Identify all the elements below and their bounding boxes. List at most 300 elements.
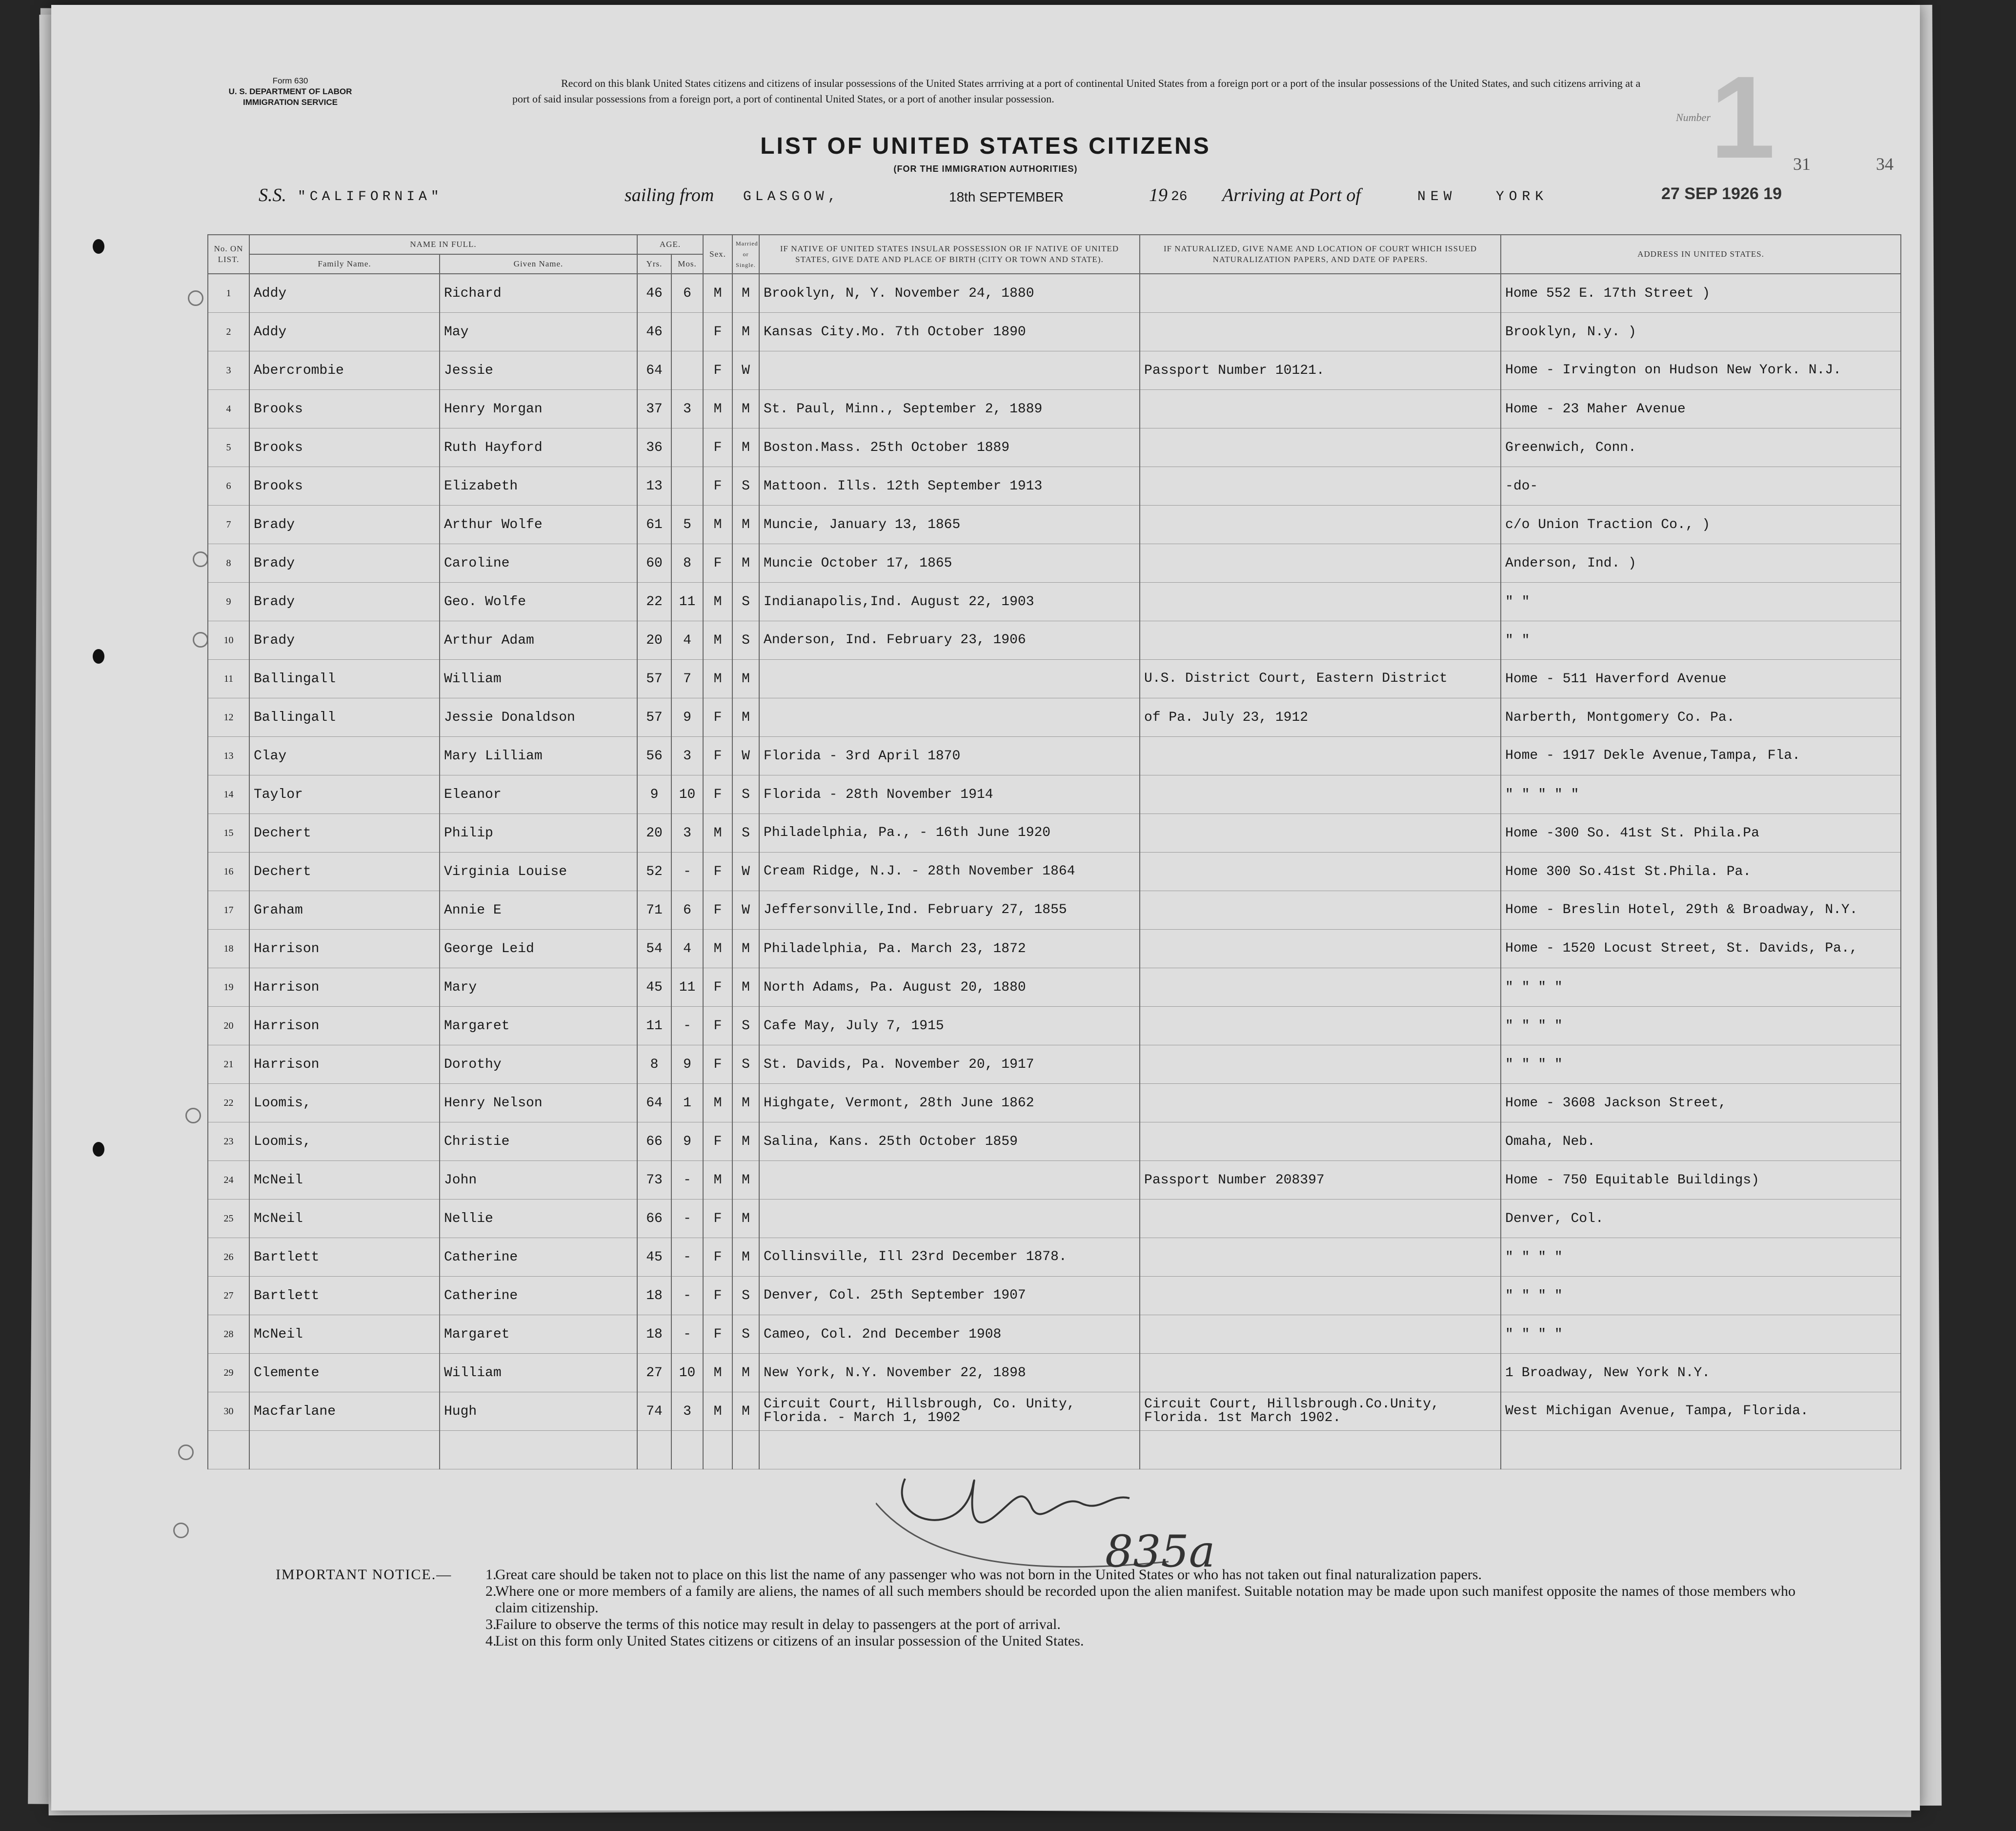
naturalization-cell	[1140, 274, 1501, 313]
naturalization-cell	[1140, 467, 1501, 506]
sex-cell: F	[703, 775, 732, 814]
age-years-cell: 18	[637, 1315, 671, 1354]
table-row	[208, 583, 1901, 621]
row-number-cell: 5	[208, 428, 249, 467]
table-row	[208, 1045, 1901, 1084]
marital-status-cell: S	[732, 775, 759, 814]
given-name-cell: Eleanor	[440, 775, 637, 814]
table-row	[208, 467, 1901, 506]
given-name-cell: William	[440, 1354, 637, 1392]
column-header-family-name: Family Name.	[249, 254, 440, 274]
row-number-cell: 2	[208, 313, 249, 351]
empty-cell	[440, 1431, 637, 1469]
row-number-cell: 18	[208, 930, 249, 968]
table-row	[208, 351, 1901, 390]
row-number-cell: 23	[208, 1122, 249, 1161]
us-address-cell: " " " "	[1501, 1238, 1901, 1277]
us-address-cell: Home 552 E. 17th Street )	[1501, 274, 1901, 313]
given-name-cell: Arthur Adam	[440, 621, 637, 660]
row-number-cell: 11	[208, 660, 249, 698]
naturalization-cell: Passport Number 208397	[1140, 1161, 1501, 1200]
sex-cell: F	[703, 467, 732, 506]
naturalization-cell	[1140, 853, 1501, 891]
naturalization-cell	[1140, 775, 1501, 814]
page-mark: 31	[1793, 154, 1811, 174]
age-months-cell	[671, 313, 703, 351]
birth-place-date-cell: Cameo, Col. 2nd December 1908	[759, 1315, 1140, 1354]
age-years-cell: 9	[637, 775, 671, 814]
row-number-cell: 29	[208, 1354, 249, 1392]
row-number-cell: 16	[208, 853, 249, 891]
punch-hole	[93, 1142, 104, 1157]
us-address-cell: Omaha, Neb.	[1501, 1122, 1901, 1161]
birth-place-date-cell	[759, 351, 1140, 390]
table-row	[208, 274, 1901, 313]
naturalization-cell: Circuit Court, Hillsbrough.Co.Unity, Florida. 1st March 1902.	[1140, 1392, 1501, 1431]
number-label: Number	[1676, 111, 1711, 123]
birth-place-date-cell: Cafe May, July 7, 1915	[759, 1007, 1140, 1045]
marital-status-cell: M	[732, 1238, 759, 1277]
birth-place-date-cell	[759, 660, 1140, 698]
marital-status-cell: W	[732, 891, 759, 930]
given-name-cell: Jessie Donaldson	[440, 698, 637, 737]
us-address-cell: Brooklyn, N.y. )	[1501, 313, 1901, 351]
sex-cell: M	[703, 1392, 732, 1431]
row-number-cell: 30	[208, 1392, 249, 1431]
row-number-cell: 24	[208, 1161, 249, 1200]
row-number-cell: 10	[208, 621, 249, 660]
age-months-cell: -	[671, 1161, 703, 1200]
age-months-cell: -	[671, 1238, 703, 1277]
age-months-cell: -	[671, 1007, 703, 1045]
sex-cell: F	[703, 1122, 732, 1161]
marital-status-cell: S	[732, 621, 759, 660]
marital-status-cell: M	[732, 313, 759, 351]
age-years-cell: 45	[637, 968, 671, 1007]
sex-cell: F	[703, 313, 732, 351]
marital-status-cell: M	[732, 1122, 759, 1161]
sex-cell: F	[703, 1238, 732, 1277]
naturalization-cell	[1140, 1045, 1501, 1084]
age-months-cell: 8	[671, 544, 703, 583]
empty-cell	[671, 1431, 703, 1469]
age-months-cell: 6	[671, 891, 703, 930]
column-header-number: No. ON LIST.	[208, 235, 249, 274]
empty-cell	[732, 1431, 759, 1469]
handwritten-annotation: 835a	[1105, 1526, 1215, 1577]
given-name-cell: Hugh	[440, 1392, 637, 1431]
row-number-cell: 3	[208, 351, 249, 390]
sex-cell: M	[703, 621, 732, 660]
age-years-cell: 36	[637, 428, 671, 467]
naturalization-cell: Passport Number 10121.	[1140, 351, 1501, 390]
age-months-cell	[671, 351, 703, 390]
row-number-cell: 12	[208, 698, 249, 737]
birth-place-date-cell: Muncie October 17, 1865	[759, 544, 1140, 583]
family-name-cell: Harrison	[249, 1045, 440, 1084]
marital-status-cell: S	[732, 467, 759, 506]
sex-cell: F	[703, 1277, 732, 1315]
us-address-cell: Home - 511 Haverford Avenue	[1501, 660, 1901, 698]
marital-status-cell: M	[732, 660, 759, 698]
table-row	[208, 660, 1901, 698]
us-address-cell: Home -300 So. 41st St. Phila.Pa	[1501, 814, 1901, 853]
naturalization-cell: U.S. District Court, Eastern District	[1140, 660, 1501, 698]
family-name-cell: Macfarlane	[249, 1392, 440, 1431]
given-name-cell: Caroline	[440, 544, 637, 583]
family-name-cell: Ballingall	[249, 698, 440, 737]
binding-ring	[193, 551, 208, 567]
naturalization-cell	[1140, 737, 1501, 775]
family-name-cell: Brady	[249, 583, 440, 621]
us-address-cell: Narberth, Montgomery Co. Pa.	[1501, 698, 1901, 737]
naturalization-cell	[1140, 1277, 1501, 1315]
column-header-birth: IF NATIVE OF UNITED STATES INSULAR POSSESSION OR IF NATIVE OF UNITED STATES, GIVE DATE AND PLACE OF BIRTH (CITY OR TOWN AND STATE).	[759, 235, 1140, 274]
marital-status-cell: M	[732, 390, 759, 428]
age-months-cell: 10	[671, 775, 703, 814]
age-months-cell: 11	[671, 583, 703, 621]
us-address-cell: " " " "	[1501, 1045, 1901, 1084]
marital-status-cell: M	[732, 698, 759, 737]
naturalization-cell	[1140, 1007, 1501, 1045]
naturalization-cell	[1140, 390, 1501, 428]
family-name-cell: McNeil	[249, 1315, 440, 1354]
page-subtitle: (FOR THE IMMIGRATION AUTHORITIES)	[893, 164, 1078, 174]
age-years-cell: 64	[637, 351, 671, 390]
us-address-cell: c/o Union Traction Co., )	[1501, 506, 1901, 544]
age-years-cell: 27	[637, 1354, 671, 1392]
given-name-cell: Henry Nelson	[440, 1084, 637, 1122]
column-header-sex: Sex.	[703, 235, 732, 274]
us-address-cell: Denver, Col.	[1501, 1200, 1901, 1238]
sex-cell: M	[703, 1161, 732, 1200]
sex-cell: M	[703, 660, 732, 698]
row-number-cell: 7	[208, 506, 249, 544]
birth-place-date-cell: Denver, Col. 25th September 1907	[759, 1277, 1140, 1315]
service-name: IMMIGRATION SERVICE	[243, 98, 338, 107]
age-months-cell: 4	[671, 621, 703, 660]
family-name-cell: Brooks	[249, 390, 440, 428]
notice-label: IMPORTANT NOTICE.—	[276, 1567, 452, 1583]
birth-place-date-cell	[759, 1161, 1140, 1200]
column-header-married: Married or Single.	[732, 235, 759, 274]
table-row	[208, 621, 1901, 660]
form-number: Form 630	[272, 76, 308, 85]
naturalization-cell: of Pa. July 23, 1912	[1140, 698, 1501, 737]
sailing-date: 18th SEPTEMBER	[949, 189, 1064, 204]
table-row	[208, 1122, 1901, 1161]
sex-cell: F	[703, 891, 732, 930]
family-name-cell: Loomis,	[249, 1122, 440, 1161]
age-months-cell: 9	[671, 1122, 703, 1161]
marital-status-cell: M	[732, 1354, 759, 1392]
age-years-cell: 37	[637, 390, 671, 428]
given-name-cell: Henry Morgan	[440, 390, 637, 428]
birth-place-date-cell: Mattoon. Ills. 12th September 1913	[759, 467, 1140, 506]
row-number-cell: 1	[208, 274, 249, 313]
age-years-cell: 46	[637, 313, 671, 351]
naturalization-cell	[1140, 583, 1501, 621]
arrival-date-stamp: 27 SEP 1926 19	[1661, 184, 1782, 203]
given-name-cell: Ruth Hayford	[440, 428, 637, 467]
row-number-cell: 14	[208, 775, 249, 814]
ship-name: "CALIFORNIA"	[298, 189, 443, 204]
given-name-cell: Catherine	[440, 1238, 637, 1277]
given-name-cell: William	[440, 660, 637, 698]
us-address-cell: " "	[1501, 621, 1901, 660]
marital-status-cell: W	[732, 737, 759, 775]
age-months-cell: 11	[671, 968, 703, 1007]
empty-cell	[759, 1431, 1140, 1469]
sex-cell: M	[703, 814, 732, 853]
empty-cell	[1140, 1431, 1501, 1469]
table-row	[208, 814, 1901, 853]
row-number-cell: 20	[208, 1007, 249, 1045]
age-years-cell: 74	[637, 1392, 671, 1431]
sex-cell: F	[703, 544, 732, 583]
table-row	[208, 698, 1901, 737]
family-name-cell: McNeil	[249, 1161, 440, 1200]
marital-status-cell: S	[732, 1315, 759, 1354]
table-row	[208, 506, 1901, 544]
list-number: 1	[1710, 52, 1775, 183]
marital-status-cell: W	[732, 853, 759, 891]
sex-cell: F	[703, 698, 732, 737]
naturalization-cell	[1140, 428, 1501, 467]
binding-ring	[185, 1108, 201, 1123]
family-name-cell: Clay	[249, 737, 440, 775]
given-name-cell: Margaret	[440, 1007, 637, 1045]
binding-ring	[193, 632, 208, 648]
marital-status-cell: M	[732, 1392, 759, 1431]
punch-hole	[93, 239, 104, 254]
departure-port: GLASGOW,	[743, 189, 840, 204]
us-address-cell: " " " "	[1501, 1007, 1901, 1045]
birth-place-date-cell: Philadelphia, Pa., - 16th June 1920	[759, 814, 1140, 853]
page-mark: 34	[1876, 154, 1894, 174]
us-address-cell: Anderson, Ind. )	[1501, 544, 1901, 583]
sex-cell: M	[703, 274, 732, 313]
table-row	[208, 1431, 1901, 1469]
row-number-cell: 22	[208, 1084, 249, 1122]
birth-place-date-cell: Collinsville, Ill 23rd December 1878.	[759, 1238, 1140, 1277]
binding-ring	[188, 290, 203, 306]
family-name-cell: Ballingall	[249, 660, 440, 698]
birth-place-date-cell: Florida - 28th November 1914	[759, 775, 1140, 814]
family-name-cell: Dechert	[249, 814, 440, 853]
given-name-cell: Margaret	[440, 1315, 637, 1354]
us-address-cell: Home - Breslin Hotel, 29th & Broadway, N.Y.	[1501, 891, 1901, 930]
family-name-cell: Abercrombie	[249, 351, 440, 390]
age-months-cell: 9	[671, 1045, 703, 1084]
table-row	[208, 853, 1901, 891]
table-row	[208, 1007, 1901, 1045]
us-address-cell: Home - 23 Maher Avenue	[1501, 390, 1901, 428]
given-name-cell: Mary	[440, 968, 637, 1007]
empty-cell	[637, 1431, 671, 1469]
sex-cell: F	[703, 853, 732, 891]
family-name-cell: Brooks	[249, 467, 440, 506]
birth-place-date-cell: Kansas City.Mo. 7th October 1890	[759, 313, 1140, 351]
family-name-cell: Brady	[249, 506, 440, 544]
table-row	[208, 1084, 1901, 1122]
table-row	[208, 1315, 1901, 1354]
table-row	[208, 968, 1901, 1007]
sex-cell: F	[703, 351, 732, 390]
empty-cell	[208, 1431, 249, 1469]
age-months-cell: 4	[671, 930, 703, 968]
age-years-cell: 57	[637, 660, 671, 698]
table-row	[208, 1392, 1901, 1431]
table-row	[208, 930, 1901, 968]
given-name-cell: Philip	[440, 814, 637, 853]
marital-status-cell: M	[732, 274, 759, 313]
sex-cell: F	[703, 737, 732, 775]
family-name-cell: Harrison	[249, 930, 440, 968]
birth-place-date-cell: Brooklyn, N, Y. November 24, 1880	[759, 274, 1140, 313]
naturalization-cell	[1140, 1238, 1501, 1277]
birth-place-date-cell	[759, 1200, 1140, 1238]
sex-cell: F	[703, 1045, 732, 1084]
naturalization-cell	[1140, 1315, 1501, 1354]
us-address-cell: " " " "	[1501, 1277, 1901, 1315]
age-months-cell: 1	[671, 1084, 703, 1122]
age-years-cell: 57	[637, 698, 671, 737]
age-years-cell: 66	[637, 1200, 671, 1238]
notice-item: 3. Failure to observe the terms of this notice may result in delay to passengers at the port of arrival.	[485, 1616, 1061, 1632]
age-years-cell: 22	[637, 583, 671, 621]
age-months-cell: 10	[671, 1354, 703, 1392]
table-row	[208, 775, 1901, 814]
sex-cell: F	[703, 428, 732, 467]
column-header-name: NAME IN FULL.	[249, 235, 637, 254]
family-name-cell: Harrison	[249, 1007, 440, 1045]
column-header-address: ADDRESS IN UNITED STATES.	[1501, 235, 1901, 274]
age-years-cell: 71	[637, 891, 671, 930]
given-name-cell: Nellie	[440, 1200, 637, 1238]
given-name-cell: Catherine	[440, 1277, 637, 1315]
age-months-cell: -	[671, 1315, 703, 1354]
birth-place-date-cell: St. Davids, Pa. November 20, 1917	[759, 1045, 1140, 1084]
family-name-cell: Harrison	[249, 968, 440, 1007]
sex-cell: M	[703, 506, 732, 544]
year-suffix: 26	[1171, 189, 1188, 204]
family-name-cell: Bartlett	[249, 1238, 440, 1277]
us-address-cell: Greenwich, Conn.	[1501, 428, 1901, 467]
citizen-table	[207, 234, 1901, 1469]
us-address-cell: Home - 1917 Dekle Avenue,Tampa, Fla.	[1501, 737, 1901, 775]
marital-status-cell: S	[732, 1045, 759, 1084]
important-notice	[276, 1567, 1813, 1649]
age-months-cell: -	[671, 1277, 703, 1315]
table-row	[208, 1161, 1901, 1200]
table-row	[208, 1354, 1901, 1392]
empty-cell	[1501, 1431, 1901, 1469]
row-number-cell: 19	[208, 968, 249, 1007]
naturalization-cell	[1140, 544, 1501, 583]
department-name: U. S. DEPARTMENT OF LABOR	[228, 87, 352, 96]
marital-status-cell: M	[732, 506, 759, 544]
punch-hole	[93, 649, 104, 664]
marital-status-cell: M	[732, 1161, 759, 1200]
naturalization-cell	[1140, 968, 1501, 1007]
marital-status-cell: M	[732, 428, 759, 467]
sex-cell: F	[703, 1007, 732, 1045]
given-name-cell: Jessie	[440, 351, 637, 390]
sex-cell: F	[703, 1200, 732, 1238]
arriving-label: Arriving at Port of	[1222, 185, 1361, 205]
ship-prefix: S.S.	[259, 185, 286, 205]
us-address-cell: West Michigan Avenue, Tampa, Florida.	[1501, 1392, 1901, 1431]
age-months-cell	[671, 428, 703, 467]
us-address-cell: Home - Irvington on Hudson New York. N.J.	[1501, 351, 1901, 390]
marital-status-cell: W	[732, 351, 759, 390]
age-months-cell: 3	[671, 390, 703, 428]
table-row	[208, 428, 1901, 467]
birth-place-date-cell: Salina, Kans. 25th October 1859	[759, 1122, 1140, 1161]
family-name-cell: Addy	[249, 274, 440, 313]
row-number-cell: 6	[208, 467, 249, 506]
given-name-cell: Virginia Louise	[440, 853, 637, 891]
age-months-cell: 3	[671, 737, 703, 775]
age-years-cell: 20	[637, 621, 671, 660]
family-name-cell: Clemente	[249, 1354, 440, 1392]
age-years-cell: 61	[637, 506, 671, 544]
age-months-cell: 3	[671, 814, 703, 853]
marital-status-cell: S	[732, 1277, 759, 1315]
sex-cell: F	[703, 1315, 732, 1354]
age-months-cell: 7	[671, 660, 703, 698]
us-address-cell: Home 300 So.41st St.Phila. Pa.	[1501, 853, 1901, 891]
table-row	[208, 891, 1901, 930]
column-header-given-name: Given Name.	[440, 254, 637, 274]
page-title: LIST OF UNITED STATES CITIZENS	[760, 133, 1211, 159]
column-header-age: AGE.	[637, 235, 703, 254]
empty-cell	[703, 1431, 732, 1469]
row-number-cell: 25	[208, 1200, 249, 1238]
sex-cell: M	[703, 1084, 732, 1122]
age-months-cell: 6	[671, 274, 703, 313]
row-number-cell: 4	[208, 390, 249, 428]
naturalization-cell	[1140, 313, 1501, 351]
binding-ring	[178, 1444, 194, 1460]
sailing-label: sailing from	[625, 185, 714, 205]
notice-item: 4. List on this form only United States citizens or citizens of an insular possession of the United States.	[485, 1633, 1084, 1649]
empty-cell	[249, 1431, 440, 1469]
form-identifier	[212, 76, 368, 108]
given-name-cell: George Leid	[440, 930, 637, 968]
us-address-cell: Home - 3608 Jackson Street,	[1501, 1084, 1901, 1122]
age-months-cell: -	[671, 853, 703, 891]
birth-place-date-cell: Anderson, Ind. February 23, 1906	[759, 621, 1140, 660]
naturalization-cell	[1140, 814, 1501, 853]
marital-status-cell: M	[732, 930, 759, 968]
age-years-cell: 60	[637, 544, 671, 583]
birth-place-date-cell: Boston.Mass. 25th October 1889	[759, 428, 1140, 467]
given-name-cell: John	[440, 1161, 637, 1200]
notice-item: 2. Where one or more members of a family are aliens, the names of all such members should be recorded upon the alien manifest. Suitable notation may be made upon such manifest opposite the names of those members who claim citizenship.	[485, 1583, 1796, 1616]
sex-cell: M	[703, 583, 732, 621]
given-name-cell: Mary Lilliam	[440, 737, 637, 775]
sex-cell: F	[703, 968, 732, 1007]
age-years-cell: 56	[637, 737, 671, 775]
birth-place-date-cell: North Adams, Pa. August 20, 1880	[759, 968, 1140, 1007]
family-name-cell: Addy	[249, 313, 440, 351]
age-years-cell: 11	[637, 1007, 671, 1045]
birth-place-date-cell: Highgate, Vermont, 28th June 1862	[759, 1084, 1140, 1122]
birth-place-date-cell: Philadelphia, Pa. March 23, 1872	[759, 930, 1140, 968]
naturalization-cell	[1140, 1084, 1501, 1122]
